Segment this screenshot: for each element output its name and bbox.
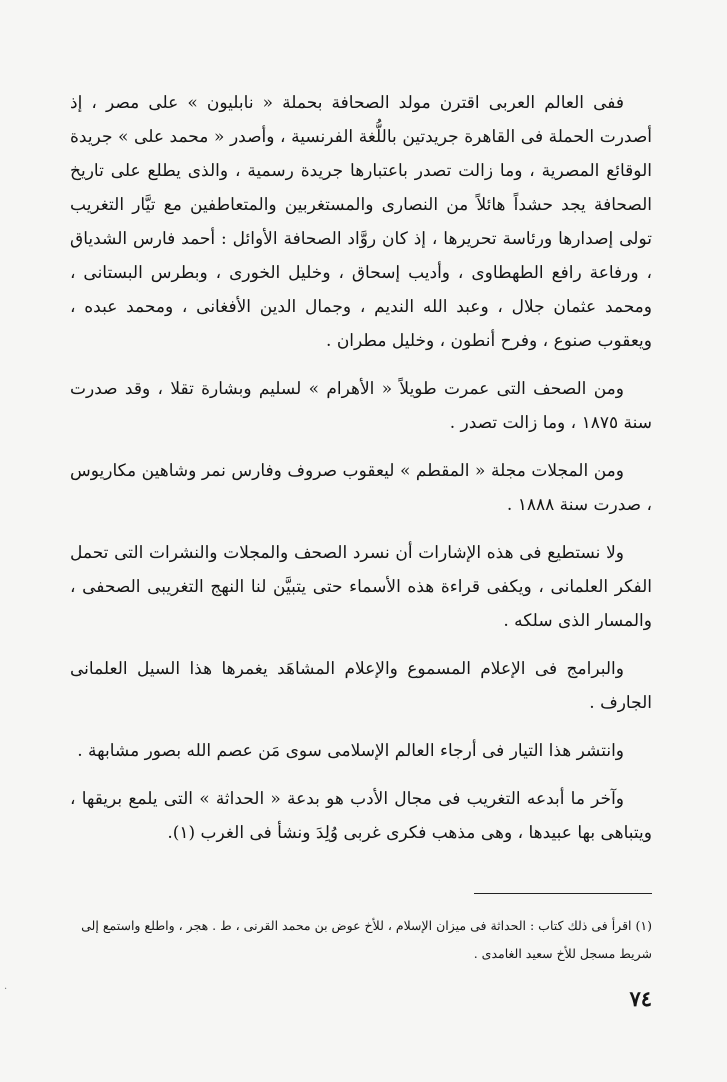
page-number: ٧٤: [629, 986, 652, 1011]
footnote: [70, 912, 652, 968]
paragraph-5: والبرامج فى الإعلام المسموع والإعلام المشاهَد يغمرها هذا السيل العلمانى الجارف .: [70, 659, 652, 713]
paragraph-3: ومن المجلات مجلة « المقطم » ليعقوب صروف وفارس نمر وشاهين مكاريوس ، صدرت سنة ١٨٨٨ .: [70, 461, 652, 515]
footnote-text: (١) اقرأ فى ذلك كتاب : الحداثة فى ميزان الإسلام ، للأخ عوض بن محمد القرنى ، ط . هجر ، واطلع واستمع إلى شريط مسجل للأخ سعيد الغامدى .: [81, 918, 652, 961]
footnote-divider: [474, 893, 652, 894]
scan-speck-mark: .: [4, 981, 8, 992]
main-text: [70, 86, 652, 864]
paragraph-7: وآخر ما أبدعه التغريب فى مجال الأدب هو بدعة « الحداثة » التى يلمع بريقها ، ويتباهى بها عبيدها ، وهى مذهب فكرى غربى وُلِدَ ونشأ فى الغرب (١).: [70, 789, 652, 843]
paragraph-6: وانتشر هذا التيار فى أرجاء العالم الإسلامى سوى مَن عصم الله بصور مشابهة .: [77, 741, 624, 761]
paragraph-4: ولا نستطيع فى هذه الإشارات أن نسرد الصحف والمجلات والنشرات التى تحمل الفكر العلمانى ، ويكفى قراءة هذه الأسماء حتى يتبيَّن لنا النهج التغريبى الصحفى ، والمسار الذى سلكه .: [70, 543, 652, 631]
paragraph-2: ومن الصحف التى عمرت طويلاً « الأهرام » لسليم وبشارة تقلا ، وقد صدرت سنة ١٨٧٥ ، وما زالت تصدر .: [70, 379, 652, 433]
paragraph-1: ففى العالم العربى اقترن مولد الصحافة بحملة « نابليون » على مصر ، إذ أصدرت الحملة فى القاهرة جريدتين باللُّغة الفرنسية ، وأصدر « محمد على » جريدة الوقائع المصرية ، وما زالت تصدر باعتبارها جريدة رسمية ، والذى يطلع على تاريخ الصحافة يجد حشداً هائلاً من النصارى والمستغربين والمتعاطفين مع تيَّار التغريب تولى إصدارها ورئاسة تحريرها ، إذ كان روَّاد الصحافة الأوائل : أحمد فارس الشدياق ، ورفاعة رافع الطهطاوى ، وأديب إسحاق ، وخليل الخورى ، وبطرس البستانى ، ومحمد عثمان جلال ، وعبد الله النديم ، وجمال الدين الأفغانى ، ومحمد عبده ، ويعقوب صنوع ، وفرح أنطون ، وخليل مطران .: [70, 93, 652, 351]
